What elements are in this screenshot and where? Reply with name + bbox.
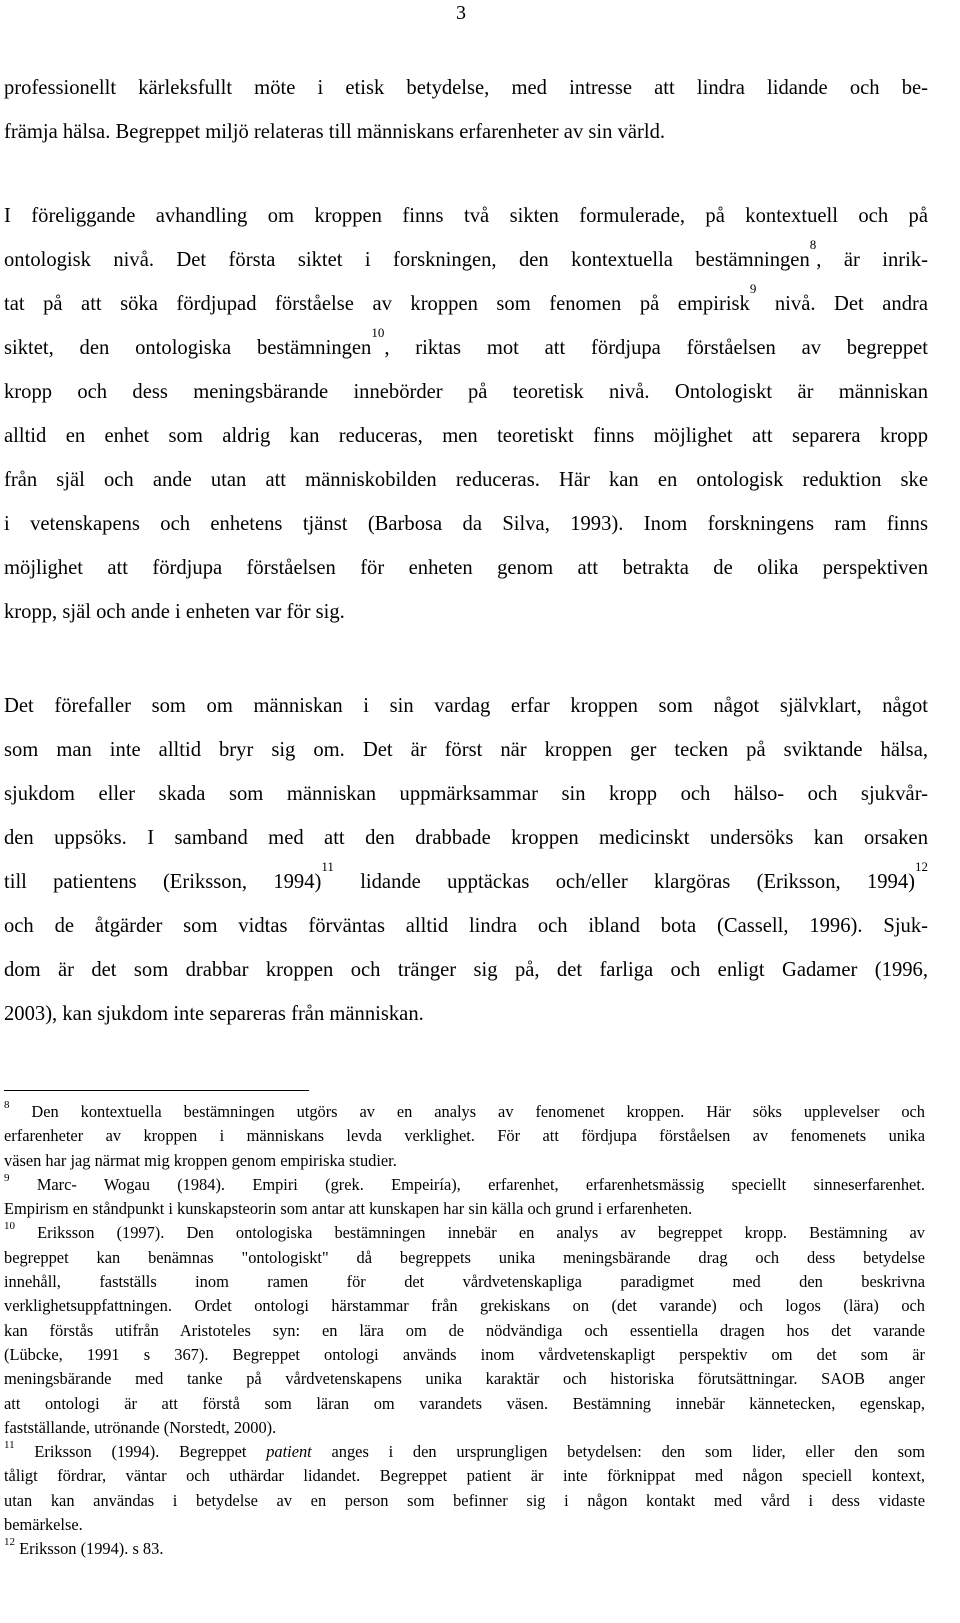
footnote-line: väsen har jag närmat mig kroppen genom empiriska studier.	[4, 1150, 397, 1170]
text-line	[4, 238, 928, 282]
text-segment: tat på att söka fördjupad förståelse av kroppen som fenomen på empirisk	[4, 293, 750, 315]
footnote-text: Eriksson (1997). Den ontologiska bestämningen innebär en analys av begreppet kropp. Bestämning av	[15, 1223, 925, 1243]
footnote-line: (Lübcke, 1991 s 367). Begreppet ontologi används inom vårdvetenskapligt perspektiv om det som är	[4, 1344, 925, 1364]
text-line: som man inte alltid bryr sig om. Det är först när kroppen ger tecken på sviktande hälsa,	[4, 739, 928, 761]
text-line: främja hälsa. Begreppet miljö relateras till människans erfarenheter av sin värld.	[4, 121, 666, 143]
text-line: den uppsöks. I samband med att den drabbade kroppen medicinskt undersöks kan orsaken	[4, 827, 928, 849]
text-line: alltid en enhet som aldrig kan reduceras, men teoretiskt finns möjlighet att separera kropp	[4, 425, 928, 447]
text-segment: ontologisk nivå. Det första siktet i forskningen, den kontextuella bestämningen	[4, 249, 810, 271]
text-line: kropp och dess meningsbärande innebörder på teoretisk nivå. Ontologiskt är människan	[4, 381, 928, 403]
footnote-10	[4, 1221, 925, 1245]
text-line: dom är det som drabbar kroppen och tränger sig på, det farliga och enligt Gadamer (1996,	[4, 959, 928, 981]
footnote-separator	[4, 1090, 309, 1091]
text-segment: siktet, den ontologiska bestämningen	[4, 337, 372, 359]
text-segment: nivå. Det andra	[756, 293, 928, 315]
footnote-12	[4, 1537, 925, 1561]
footnote-ref-10: 10	[371, 325, 385, 340]
text-line: Det förefaller som om människan i sin vardag erfar kroppen som något självklart, något	[4, 695, 928, 717]
text-segment: till patientens (Eriksson, 1994)	[4, 871, 322, 893]
page-number: 3	[456, 2, 466, 24]
text-line: I föreliggande avhandling om kroppen finns två sikten formulerade, på kontextuell och på	[4, 205, 928, 227]
text-line	[4, 860, 928, 904]
footnote-line: begreppet kan benämnas "ontologiskt" då begreppets unika meningsbärande drag och dess betydelse	[4, 1247, 925, 1267]
footnote-italic-term: patient	[266, 1442, 312, 1462]
footnote-8	[4, 1100, 925, 1124]
footnote-line: innehåll, fastställs inom ramen för det vårdvetenskapliga paradigmet med den beskrivna	[4, 1272, 925, 1292]
footnote-ref-11: 11	[321, 859, 334, 874]
text-line: professionellt kärleksfullt möte i etisk betydelse, med intresse att lindra lidande och be-	[4, 77, 928, 99]
footnote-text: Eriksson (1994). Begreppet	[14, 1442, 267, 1462]
footnote-9	[4, 1173, 925, 1197]
text-segment: , riktas mot att fördjupa förståelsen av begreppet	[384, 337, 928, 359]
paragraph-2	[4, 194, 928, 634]
footnote-line: utan kan användas i betydelse av en person som befinner sig i någon kontakt med vård i dess vidaste	[4, 1490, 925, 1510]
footnote-line: meningsbärande med tanke på vårdvetenskapens unika karaktär och historiska förutsättningar. SAOB anger	[4, 1369, 925, 1389]
footnote-line: verklighetsuppfattningen. Ordet ontologi härstammar från grekiskans on (det varande) och logos (lära) och	[4, 1296, 925, 1316]
footnotes	[4, 1100, 925, 1562]
text-line: kropp, själ och ande i enheten var för sig.	[4, 601, 345, 623]
footnote-number: 10	[4, 1220, 15, 1233]
text-segment: , är inrik-	[816, 249, 928, 271]
text-line: sjukdom eller skada som människan uppmärksammar sin kropp och hälso- och sjukvår-	[4, 783, 928, 805]
footnote-ref-8: 8	[809, 237, 817, 252]
footnote-line: erfarenheter av kroppen i människans levda verklighet. För att fördjupa förståelsen av fenomenets unika	[4, 1126, 925, 1146]
text-line: och de åtgärder som vidtas förväntas alltid lindra och ibland bota (Cassell, 1996). Sjuk-	[4, 915, 928, 937]
footnote-line: fastställande, utrönande (Norstedt, 2000).	[4, 1417, 277, 1437]
footnote-line: bemärkelse.	[4, 1515, 83, 1535]
footnote-text: Eriksson (1994). s 83.	[15, 1539, 164, 1559]
footnote-line: att ontologi är att förstå som läran om varandets väsen. Bestämning innebär kännetecken, egenskap,	[4, 1393, 925, 1413]
footnote-ref-9: 9	[749, 281, 757, 296]
footnote-11	[4, 1440, 925, 1464]
text-segment: lidande upptäckas och/eller klargöras (Eriksson, 1994)	[333, 871, 915, 893]
text-line: i vetenskapens och enhetens tjänst (Barbosa da Silva, 1993). Inom forskningens ram finns	[4, 513, 928, 535]
footnote-number: 11	[4, 1439, 15, 1452]
footnote-line: Empirism en ståndpunkt i kunskapsteorin som antar att kunskapen har sin källa och grund i erfarenheten.	[4, 1199, 693, 1219]
text-line: från själ och ande utan att människobilden reduceras. Här kan en ontologisk reduktion ske	[4, 469, 928, 491]
footnote-line: tåligt fördrar, väntar och uthärdar lidandet. Begreppet patient är inte förknippat med någon speciell kontext,	[4, 1466, 925, 1486]
text-line	[4, 326, 928, 370]
text-line: möjlighet att fördjupa förståelsen för enheten genom att betrakta de olika perspektiven	[4, 557, 928, 579]
text-line	[4, 282, 928, 326]
footnote-number: 12	[4, 1536, 15, 1549]
footnote-text: Marc- Wogau (1984). Empiri (grek. Empeiría), erfarenhet, erfarenhetsmässig speciellt sinneserfarenhet.	[9, 1174, 925, 1194]
paragraph-3	[4, 684, 928, 1036]
footnote-number: 9	[4, 1171, 10, 1184]
paragraph-1	[4, 66, 928, 154]
footnote-line: kan förstås utifrån Aristoteles syn: en lära om de nödvändiga och essentiella dragen hos det varande	[4, 1320, 925, 1340]
footnote-text: anges i den ursprungligen betydelsen: den som lider, eller den som	[311, 1442, 925, 1462]
footnote-number: 8	[4, 1099, 10, 1111]
footnote-text: Den kontextuella bestämningen utgörs av en analys av fenomenet kroppen. Här söks upplevelser och	[9, 1102, 925, 1121]
text-line: 2003), kan sjukdom inte separeras från människan.	[4, 1003, 424, 1025]
footnote-ref-12: 12	[915, 859, 928, 874]
